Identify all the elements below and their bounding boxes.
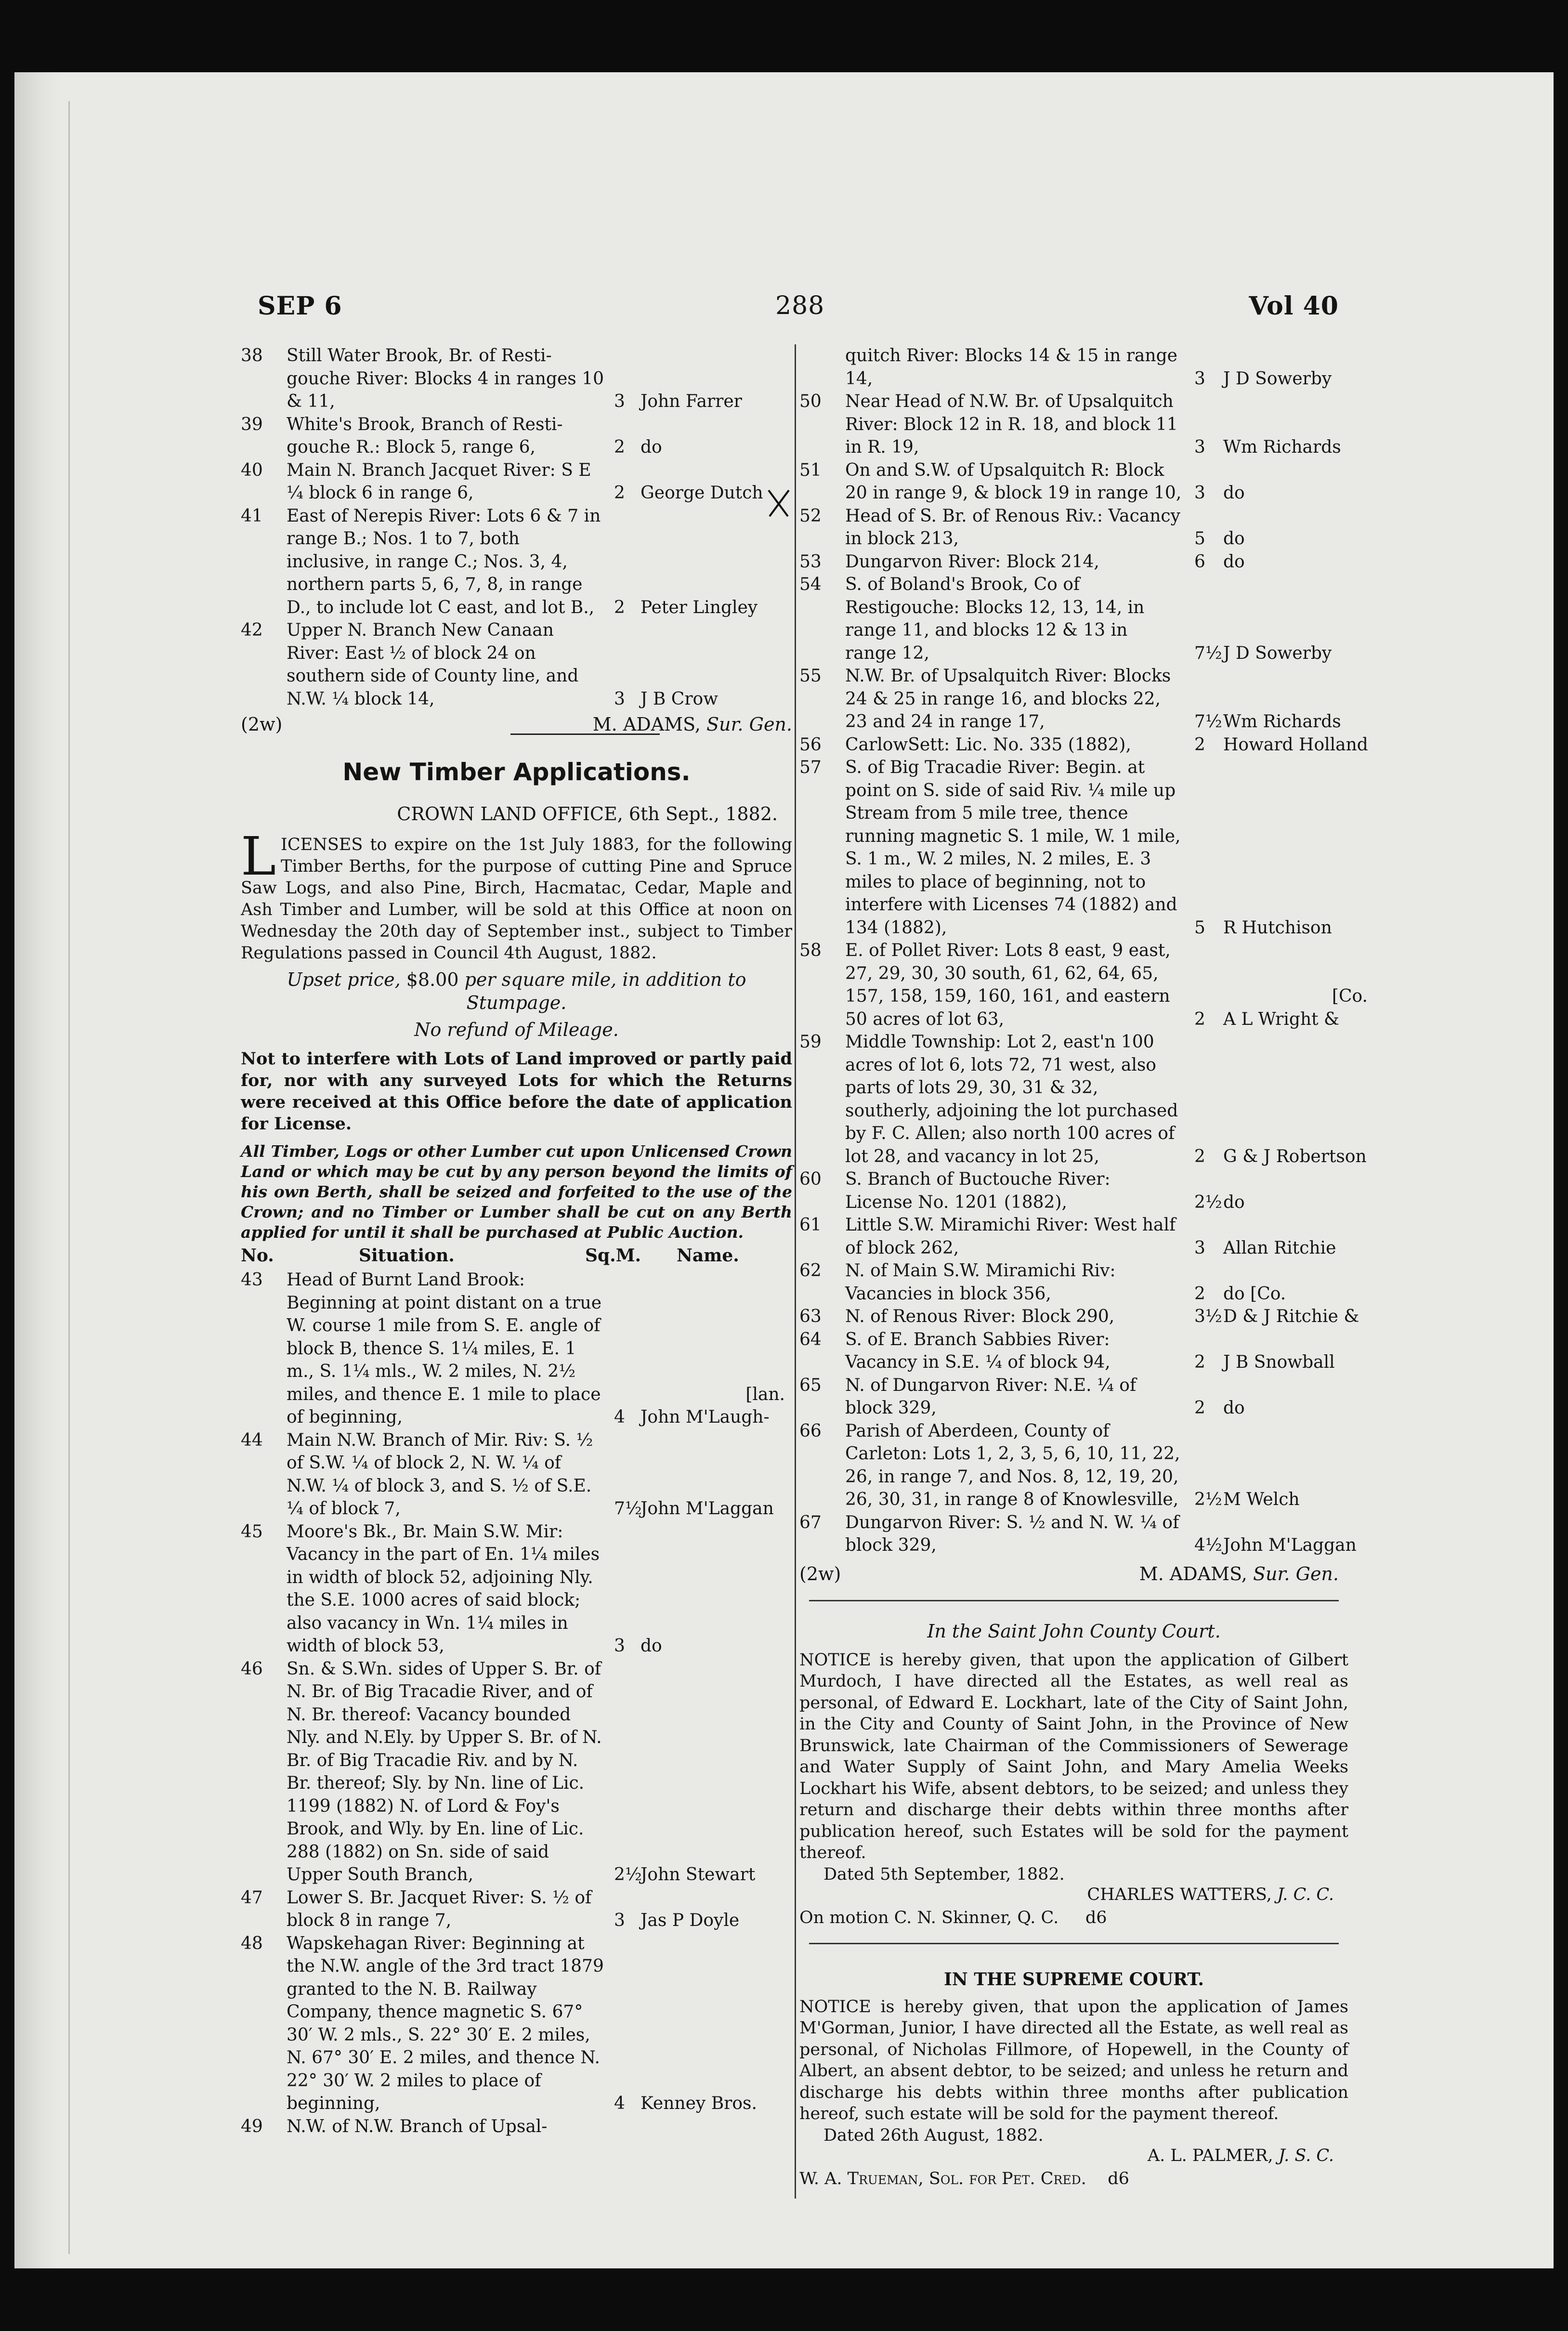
timber-entry bbox=[799, 550, 1348, 574]
entry-name: M Welch bbox=[1223, 1490, 1300, 1509]
timber-entry bbox=[799, 1168, 1348, 1214]
entry-name: do bbox=[1223, 1192, 1245, 1212]
entry-situation: N.W. Br. of Upsalquitch River: Blocks 24 & 25 in range 16, and blocks 22, 23 and 24 in range 17, bbox=[845, 666, 1171, 732]
entry-situation: Head of Burnt Land Brook: Beginning at point distant on a true W. course 1 mile from S. E. angle of block B, thence S. 1¼ miles, E. 1 m., S. 1¼ mls., W. 2 miles, N. 2½ miles, and thence E. 1 mile to place of beginning, bbox=[287, 1270, 602, 1427]
entry-name: John Farrer bbox=[640, 392, 742, 411]
entry-square-miles: 6 bbox=[1194, 551, 1205, 572]
entry-square-miles: 2 bbox=[1194, 1009, 1205, 1029]
entry-situation: S. of Boland's Brook, Co of Restigouche: Blocks 12, 13, 14, in range 11, and blocks 12 & 13 in range 12, bbox=[845, 575, 1145, 663]
timber-entry bbox=[241, 1932, 792, 2115]
entry-name: Allan Ritchie bbox=[1223, 1238, 1336, 1258]
entry-square-miles: 5 bbox=[1194, 917, 1205, 938]
entry-square-miles: 4 bbox=[614, 2094, 625, 2113]
entry-name: R Hutchison bbox=[1223, 917, 1332, 938]
entry-name: J B Snowball bbox=[1223, 1352, 1335, 1372]
timber-entry bbox=[799, 390, 1348, 459]
entry-name: do bbox=[1223, 529, 1245, 549]
entry-number: 39 bbox=[241, 414, 263, 434]
entry-number: 44 bbox=[241, 1430, 263, 1450]
entry-number: 47 bbox=[241, 1887, 263, 1908]
entry-situation: Parish of Aberdeen, County of Carleton: Lots 1, 2, 3, 5, 6, 10, 11, 22, 26, in range 7, and Nos. 8, 12, 19, 20, 26, 30, 31, in range 8 of Knowlesville, bbox=[845, 1421, 1180, 1509]
entry-name: G & J Robertson bbox=[1223, 1146, 1367, 1166]
entry-number: 46 bbox=[241, 1659, 263, 1679]
entry-square-miles: 3 bbox=[614, 1636, 625, 1656]
timber-entry bbox=[799, 1031, 1367, 1168]
entry-number: 62 bbox=[799, 1261, 822, 1281]
entry-situation: N. of Renous River: Block 290, bbox=[845, 1307, 1115, 1326]
entry-situation: Dungarvon River: Block 214, bbox=[845, 551, 1099, 572]
entry-name: George Dutch bbox=[640, 483, 763, 503]
timber-entry bbox=[241, 1886, 792, 1932]
entry-square-miles: 2 bbox=[1194, 734, 1205, 755]
entry-situation: Upper N. Branch New Canaan River: East ½ of block 24 on southern side of County line, and N.W. ¼ block 14, bbox=[287, 620, 579, 709]
timber-entry bbox=[799, 1374, 1348, 1420]
entry-square-miles: 4½ bbox=[1194, 1535, 1222, 1555]
entry-situation: White's Brook, Branch of Resti-gouche R.: Block 5, range 6, bbox=[287, 414, 563, 457]
entry-name: John Stewart bbox=[640, 1865, 756, 1885]
entry-name: [lan. John M'Laugh- bbox=[640, 1383, 785, 1429]
entry-square-miles: 2 bbox=[1194, 1398, 1205, 1418]
entry-name-continuation: [lan. bbox=[745, 1384, 785, 1404]
timber-entry bbox=[799, 1214, 1348, 1259]
timber-entry bbox=[799, 1511, 1357, 1557]
timber-entry bbox=[799, 1420, 1348, 1511]
entry-name: Peter Lingley bbox=[640, 597, 758, 617]
dateline: CROWN LAND OFFICE, 6th Sept., 1882. bbox=[397, 803, 778, 825]
notice-supreme-court-title: IN THE SUPREME COURT. bbox=[943, 1969, 1204, 1990]
entry-number: 65 bbox=[799, 1375, 822, 1395]
section-title: New Timber Applications. bbox=[342, 758, 691, 786]
timber-entry bbox=[799, 505, 1348, 550]
entry-number: 48 bbox=[241, 1933, 263, 1953]
entry-situation: S. of Big Tracadie River: Begin. at point on S. side of said Riv. ¼ mile up Stream from 5 mile tree, thence running magnetic S. 1 mile, W. 1 mile, S. 1 m., W. 2 miles, N. 2 miles, E. 3 miles to place of beginning, not to interfere with Licenses 74 (1882) and 134 (1882), bbox=[845, 758, 1181, 938]
entry-situation: N.W. of N.W. Branch of Upsal- bbox=[287, 2116, 548, 2136]
entry-square-miles: 3 bbox=[614, 1911, 625, 1930]
entry-square-miles: 3 bbox=[1194, 1238, 1205, 1258]
entry-situation: E. of Pollet River: Lots 8 east, 9 east, 27, 29, 30, 30 south, 61, 62, 64, 65, 157, 158, 159, 160, 161, and eastern 50 acres of lot 63, bbox=[845, 941, 1171, 1029]
entry-number: 45 bbox=[241, 1521, 263, 1542]
entry-name: John M'Laggan bbox=[1223, 1535, 1357, 1555]
page-fold-shadow bbox=[14, 72, 60, 2268]
entry-name: do [Co. bbox=[1223, 1283, 1286, 1304]
timber-entry bbox=[799, 756, 1348, 939]
drop-cap: L bbox=[241, 825, 276, 887]
entry-situation: Lower S. Br. Jacquet River: S. ½ of block 8 in range 7, bbox=[287, 1887, 592, 1930]
entry-square-miles: 7½ bbox=[614, 1499, 642, 1519]
entry-situation: Sn. & S.Wn. sides of Upper S. Br. of N. Br. of Big Tracadie River, and of N. Br. thereof: Vacancy bounded Nly. and N.Ely. by Upper S. Br. of N. Br. of Big Tracadie Riv. and by N. Br. thereof; Sly. by Nn. line of Lic. 1199 (1882) N. of Lord & Foy's Brook, and Wly. by En. line of Lic. 288 (1882) on Sn. side of said Upper South Branch, bbox=[287, 1659, 602, 1885]
entry-name: Wm Richards bbox=[1223, 712, 1341, 732]
entry-square-miles: 3½ bbox=[1194, 1307, 1222, 1326]
entry-situation: Still Water Brook, Br. of Resti-gouche River: Blocks 4 in ranges 10 & 11, bbox=[287, 346, 604, 411]
no-refund: No refund of Mileage. bbox=[414, 1019, 619, 1040]
previous-timber-list bbox=[241, 344, 792, 710]
entry-situation: Wapskehagan River: Beginning at the N.W. angle of the 3rd tract 1879 granted to the N. B. Railway Company, thence magnetic S. 67° 30′ W. 2 mls., S. 22° 30′ E. 2 miles, N. 67° 30′ E. 2 miles, and thence N. 22° 30′ W. 2 miles to place of beginning, bbox=[287, 1933, 604, 2113]
entry-name: Howard Holland bbox=[1223, 734, 1368, 755]
entry-square-miles: 3 bbox=[614, 689, 625, 709]
entry-square-miles: 7½ bbox=[1194, 643, 1222, 663]
timber-entry bbox=[799, 939, 1368, 1031]
upset-price: Upset price, $8.00 per square mile, in addition to Stumpage. bbox=[287, 969, 746, 1013]
timber-entry bbox=[241, 1269, 792, 1429]
left-column bbox=[241, 344, 792, 2138]
new-timber-list-continued bbox=[799, 344, 1368, 1557]
page-header bbox=[258, 291, 1339, 335]
entry-number: 50 bbox=[799, 392, 822, 411]
entry-situation: Main N.W. Branch of Mir. Riv: S. ½ of S.W. ¼ of block 2, N. W. ¼ of N.W. ¼ of block 3, and S. ½ of S.E. ¼ of block 7, bbox=[287, 1430, 593, 1519]
entry-square-miles: 3 bbox=[1194, 483, 1205, 503]
entry-number: 55 bbox=[799, 666, 822, 686]
entry-situation: S. of E. Branch Sabbies River: Vacancy in S.E. ¼ of block 94, bbox=[845, 1329, 1111, 1372]
notice-supreme-court-text: NOTICE is hereby given, that upon the application of James M'Gorman, Junior, I have directed all the Estate, as well real as personal, of Nicholas Fillmore, of Hopewell, in the County of Albert, an absent debtor, to be seized; and unless he return and discharge his debts within three months after publication hereof, such estate will be sold for the payment thereof. bbox=[799, 1997, 1348, 2123]
notice-county-court-motion: On motion C. N. Skinner, Q. C. d6 bbox=[799, 1908, 1107, 1927]
volume-number: Vol 40 bbox=[1249, 291, 1339, 321]
entry-situation: Near Head of N.W. Br. of Upsalquitch River: Block 12 in R. 18, and block 11 in R. 19, bbox=[845, 392, 1178, 457]
entry-situation: CarlowSett: Lic. No. 335 (1882), bbox=[845, 734, 1131, 755]
entry-number: 40 bbox=[241, 460, 263, 480]
entry-number: 42 bbox=[241, 620, 263, 640]
entry-name: John M'Laggan bbox=[640, 1499, 774, 1519]
entry-name: do bbox=[1223, 1398, 1245, 1418]
timber-entry bbox=[799, 1328, 1348, 1374]
timber-entry bbox=[799, 1259, 1348, 1305]
page-number: 288 bbox=[775, 291, 825, 320]
timber-entry bbox=[799, 459, 1348, 505]
entry-name: do bbox=[640, 437, 662, 457]
timber-entry bbox=[241, 1658, 792, 1886]
timber-entry bbox=[241, 619, 792, 710]
notice-county-court-signer: CHARLES WATTERS, J. C. C. bbox=[1087, 1885, 1334, 1904]
timber-entry bbox=[799, 1305, 1359, 1328]
entry-name: Jas P Doyle bbox=[640, 1911, 740, 1930]
entry-name: Wm Richards bbox=[1223, 437, 1341, 457]
notice-county-court-title: In the Saint John County Court. bbox=[927, 1620, 1221, 1642]
notice-supreme-court-date: Dated 26th August, 1882. bbox=[823, 2125, 1044, 2145]
entry-square-miles: 2 bbox=[1194, 1146, 1205, 1166]
entry-situation: East of Nerepis River: Lots 6 & 7 in range B.; Nos. 1 to 7, both inclusive, in range C.; Nos. 3, 4, northern parts 5, 6, 7, 8, in range D., to include lot C east, and lot B., bbox=[287, 506, 601, 617]
entry-number: 60 bbox=[799, 1169, 822, 1189]
entry-situation: Dungarvon River: S. ½ and N. W. ¼ of block 329, bbox=[845, 1512, 1179, 1555]
entry-number: 54 bbox=[799, 575, 822, 594]
not-interfere-note: Not to interfere with Lots of Land improved or partly paid for, nor with any surveyed Lots for which the Returns were received at this Office before the date of application for License. bbox=[241, 1049, 792, 1134]
entry-number: 59 bbox=[799, 1032, 822, 1052]
new-timber-list bbox=[241, 1269, 792, 2138]
entry-square-miles: 2½ bbox=[1194, 1192, 1222, 1212]
entry-number: 52 bbox=[799, 506, 822, 526]
entry-square-miles: 5 bbox=[1194, 529, 1205, 549]
entry-square-miles: 2 bbox=[614, 483, 625, 503]
entry-name: D & J Ritchie & bbox=[1223, 1307, 1359, 1326]
timber-entry bbox=[241, 2115, 792, 2138]
entry-square-miles: 2 bbox=[1194, 1352, 1205, 1372]
timber-entry bbox=[241, 1520, 792, 1658]
entry-situation: Head of S. Br. of Renous Riv.: Vacancy in block 213, bbox=[845, 506, 1180, 549]
entry-number: 53 bbox=[799, 551, 822, 572]
entry-name: J B Crow bbox=[640, 689, 719, 709]
entry-situation: quitch River: Blocks 14 & 15 in range 14, bbox=[845, 346, 1177, 389]
section-rule bbox=[809, 1600, 1339, 1601]
entry-square-miles: 3 bbox=[1194, 437, 1205, 457]
entry-number: 64 bbox=[799, 1329, 822, 1349]
entry-situation: S. Branch of Buctouche River: License No. 1201 (1882), bbox=[845, 1169, 1111, 1212]
entry-situation: Middle Township: Lot 2, east'n 100 acres of lot 6, lots 72, 71 west, also parts of lots 29, 30, 31 & 32, southerly, adjoining the lot purchased by F. C. Allen; also north 100 acres of lot 28, and vacancy in lot 25, bbox=[845, 1032, 1178, 1166]
entry-square-miles: 3 bbox=[1194, 368, 1205, 389]
entry-number: 56 bbox=[799, 734, 822, 755]
timber-entry bbox=[241, 1429, 792, 1520]
entry-number: 57 bbox=[799, 758, 822, 777]
pencil-mark-icon bbox=[765, 486, 794, 520]
timber-entry bbox=[241, 505, 792, 619]
entry-situation: On and S.W. of Upsalquitch R: Block 20 in range 9, & block 19 in range 10, bbox=[845, 460, 1182, 503]
notice-county-court-text: NOTICE is hereby given, that upon the application of Gilbert Murdoch, I have directed all the Estates, as well real as personal, of Edward E. Lockhart, late of the City of Saint John, in the City and County of Saint John, in the Province of New Brunswick, late Chairman of the Commissioners of Sewerage and Water Supply of Saint John, and Mary Amelia Weeks Lockhart his Wife, absent debtors, to be seized; and unless they return and discharge their debts within three months after publication hereof, such Estates will be sold for the payment thereof. bbox=[799, 1650, 1348, 1862]
entry-square-miles: 2 bbox=[614, 597, 625, 617]
entry-square-miles: 2 bbox=[1194, 1283, 1205, 1304]
timber-entry bbox=[241, 459, 792, 505]
entry-situation: N. of Dungarvon River: N.E. ¼ of block 329, bbox=[845, 1375, 1137, 1418]
entry-situation: Little S.W. Miramichi River: West half of block 262, bbox=[845, 1215, 1176, 1258]
timber-entry bbox=[241, 344, 792, 413]
notice-supreme-court-solicitor: W. A. Trueman, Sol. for Pet. Cred. d6 bbox=[799, 2169, 1129, 2188]
timber-entry bbox=[799, 665, 1348, 733]
notice-county-court-date: Dated 5th September, 1882. bbox=[823, 1864, 1065, 1884]
entry-name-continuation: [Co. bbox=[1332, 986, 1368, 1006]
entry-square-miles: 2½ bbox=[1194, 1490, 1222, 1509]
entry-number: 49 bbox=[241, 2116, 263, 2136]
issue-date: SEP 6 bbox=[258, 291, 342, 321]
entry-situation: Moore's Bk., Br. Main S.W. Mir: Vacancy in the part of En. 1¼ miles in width of block 52, adjoining Nly. the S.E. 1000 acres of said block; also vacancy in Wn. 1¼ miles in width of block 53, bbox=[287, 1521, 600, 1656]
entry-number: 63 bbox=[799, 1307, 822, 1326]
timber-entry bbox=[799, 733, 1368, 757]
timber-entry bbox=[241, 413, 792, 459]
margin-rule bbox=[68, 101, 70, 2254]
entry-number: 43 bbox=[241, 1270, 263, 1290]
surveyor-signature-right: (2w) M. ADAMS, Sur. Gen. bbox=[799, 1563, 1339, 1585]
entry-name: Kenney Bros. bbox=[640, 2094, 757, 2113]
entry-name: J D Sowerby bbox=[1223, 643, 1332, 663]
entry-square-miles: 3 bbox=[614, 392, 625, 411]
unlicensed-warning: All Timber, Logs or other Lumber cut upon Unlicensed Crown Land or which may be cut by any person beyond the limits of his own Berth, shall be seized and forfeited to the use of the Crown; and no Timber or Lumber shall be cut on any Berth applied for until it shall be purchased at Public Auction. bbox=[241, 1142, 792, 1242]
entry-number: 66 bbox=[799, 1421, 822, 1441]
notice-supreme-court-signer: A. L. PALMER, J. S. C. bbox=[1147, 2146, 1334, 2165]
section-rule bbox=[809, 1943, 1339, 1944]
entry-name: do bbox=[1223, 483, 1245, 503]
entry-name: do bbox=[640, 1636, 662, 1656]
table-header: No. Situation. Sq.M. Name. bbox=[241, 1245, 739, 1266]
entry-number: 51 bbox=[799, 460, 822, 480]
entry-number: 67 bbox=[799, 1512, 822, 1532]
timber-entry bbox=[799, 344, 1348, 390]
entry-situation: N. of Main S.W. Miramichi Riv: Vacancies in block 356, bbox=[845, 1261, 1116, 1304]
entry-square-miles: 4 bbox=[614, 1407, 625, 1427]
entry-situation: Main N. Branch Jacquet River: S E ¼ block 6 in range 6, bbox=[287, 460, 591, 503]
entry-square-miles: 2½ bbox=[614, 1865, 642, 1885]
entry-number: 38 bbox=[241, 346, 263, 366]
right-column bbox=[799, 344, 1368, 2192]
entry-number: 41 bbox=[241, 506, 263, 526]
entry-name: [Co. A L Wright & bbox=[1223, 985, 1368, 1031]
entry-name: J D Sowerby bbox=[1223, 368, 1332, 389]
licenses-intro: LICENSES to expire on the 1st July 1883, for the following Timber Berths, for the purpose of cutting Pine and Spruce Saw Logs, and also Pine, Birch, Hacmatac, Cedar, Maple and Ash Timber and Lumber, will be sold at this Office at noon on Wednesday the 20th day of September inst., subject to Timber Regulations passed in Council 4th August, 1882. bbox=[241, 825, 792, 963]
timber-entry bbox=[799, 573, 1348, 665]
newspaper-page bbox=[14, 72, 1554, 2268]
surveyor-signature-left: (2w) M. ADAMS, Sur. Gen. bbox=[241, 714, 792, 735]
entry-number: 61 bbox=[799, 1215, 822, 1235]
entry-number: 58 bbox=[799, 941, 822, 960]
column-divider bbox=[795, 344, 796, 2199]
entry-square-miles: 7½ bbox=[1194, 712, 1222, 732]
entry-name: do bbox=[1223, 551, 1245, 572]
entry-square-miles: 2 bbox=[614, 437, 625, 457]
